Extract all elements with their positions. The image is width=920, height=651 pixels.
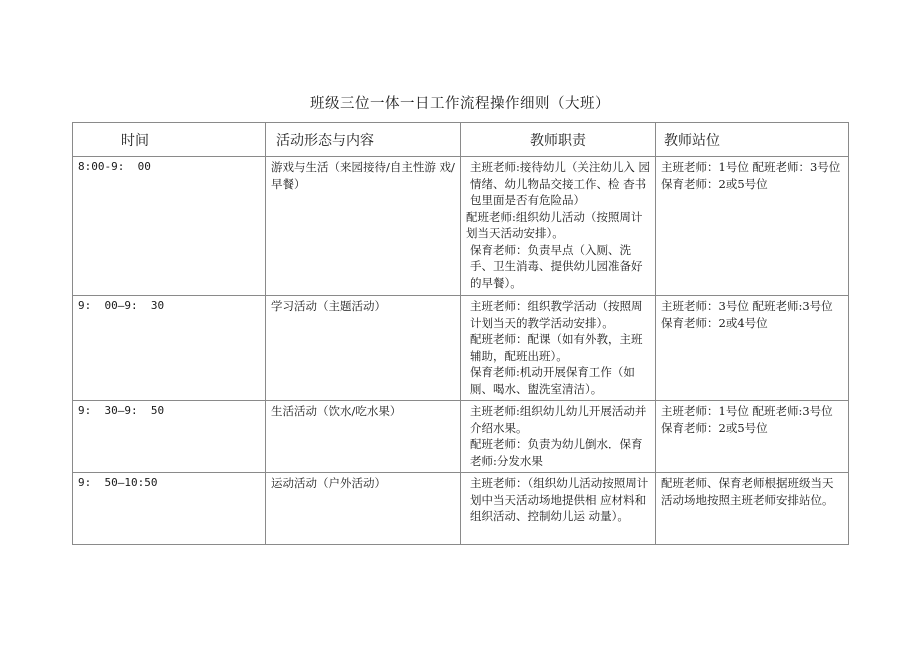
activity-cell: 学习活动（主题活动） <box>266 296 461 401</box>
activity-cell: 游戏与生活（来园接待/自主性游 戏/早餐） <box>266 157 461 296</box>
duties-cell <box>461 157 656 296</box>
header-time: 时间 <box>73 123 266 157</box>
time-cell: 9: 00—9: 30 <box>73 296 266 401</box>
duty-line: 主班老师:组织幼儿幼儿开展活动并介绍水果。 <box>470 404 647 435</box>
table-row <box>73 157 849 296</box>
position-cell: 主班老师：1号位 配班老师:3号位 保育老师：2或5号位 <box>656 401 849 473</box>
table-header-row <box>73 123 849 157</box>
time-cell: 9: 30—9: 50 <box>73 401 266 473</box>
table-row <box>73 401 849 473</box>
duty-line: 主班老师:接待幼儿（关注幼儿入 园情绪、幼儿物品交接工作、检 杳书包里面是否有危险品） <box>470 160 651 207</box>
workflow-table <box>72 122 849 545</box>
duties-cell <box>461 401 656 473</box>
time-cell: 9: 50—10:50 <box>73 473 266 545</box>
duty-line: 保育老师：负责早点（入厕、洗手、卫生消毒、提供幼儿园准备好的早餐）。 <box>470 242 643 290</box>
duty-line: 主班老师：组织教学活动（按照周计划当天的教学活动安排）。 <box>470 299 643 330</box>
duty-line: 配班老师：配课（如有外教，主班辅助，配班出班）。 <box>470 332 643 363</box>
duty-line: 保育老师:机动开展保育工作（如 厕、喝水、盥洗室清洁）。 <box>470 365 635 396</box>
activity-cell: 生活活动（饮水/吃水果） <box>266 401 461 473</box>
duties-cell <box>461 296 656 401</box>
position-cell: 主班老师：3号位 配班老师:3号位 保育老师：2或4号位 <box>656 296 849 401</box>
header-duties: 教师职责 <box>461 123 656 157</box>
table-row <box>73 473 849 545</box>
duty-line: 配班老师:组织幼儿活动（按照周计划当天活动安排）。 <box>466 209 643 240</box>
document-title: 班级三位一体一日工作流程操作细则（大班） <box>310 96 610 112</box>
position-cell: 主班老师：1号位 配班老师：3号位 保育老师：2或5号位 <box>656 157 849 296</box>
activity-cell: 运动活动（户外活动） <box>266 473 461 545</box>
table-row <box>73 296 849 401</box>
header-position: 教师站位 <box>656 123 849 157</box>
duty-line: 主班老师：（组织幼儿活动按照周计划中当天活动场地提供相 应材料和组织活动、控制幼儿运 动量）。 <box>470 476 649 523</box>
time-cell: 8:00-9: 00 <box>73 157 266 296</box>
header-activity: 活动形态与内容 <box>266 123 461 157</box>
position-cell: 配班老师、保育老师根据班级当天活动场地按照主班老师安排站位。 <box>656 473 849 545</box>
duty-line: 配班老师：负责为幼儿倒水．保育老师:分发水果 <box>470 437 643 468</box>
duties-cell <box>461 473 656 545</box>
